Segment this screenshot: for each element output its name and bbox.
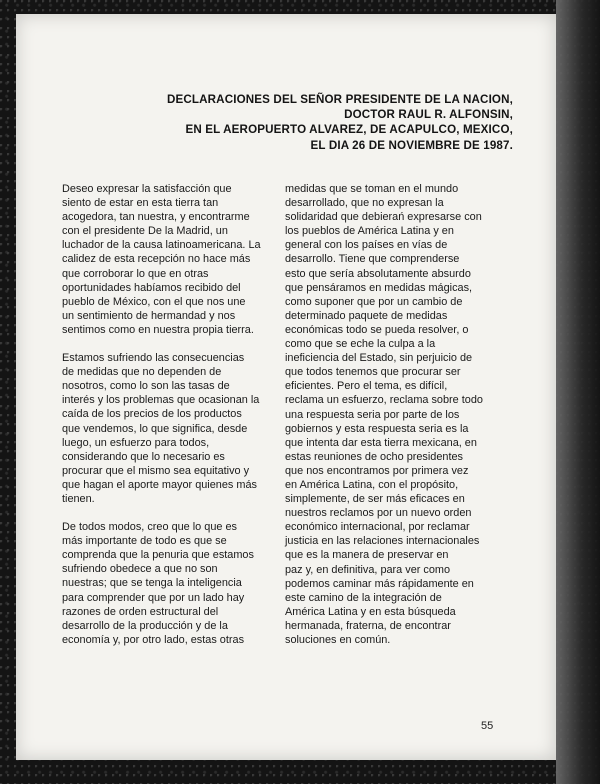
text-line: para comprender que por un lado hay xyxy=(62,591,245,604)
text-line: nuestras; que se tenga la inteligencia xyxy=(62,577,242,590)
text-line: de medidas que no dependen de xyxy=(62,366,222,379)
text-line: procurar que el mismo sea equitativo y xyxy=(62,464,250,477)
text-line: siento de estar en esta tierra tan xyxy=(62,197,219,210)
text-line: los pueblos de América Latina y en xyxy=(285,225,454,238)
text-line: comprenda que la penuria que estamos xyxy=(62,549,254,562)
text-line: desarrollo. Tiene que comprenderse xyxy=(285,253,460,266)
text-line: como que se eche la culpa a la xyxy=(285,338,436,351)
text-line: interés y los problemas que ocasionan la xyxy=(62,394,260,407)
text-line: determinado paquete de medidas xyxy=(285,309,448,322)
text-line: paz y, en definitiva, para ver como xyxy=(285,563,451,576)
text-line: América Latina y en esta búsqueda xyxy=(285,605,456,618)
text-line: sufriendo obedece a que no son xyxy=(62,563,218,576)
text-line: soluciones en común. xyxy=(285,634,391,646)
text-line: tienen. xyxy=(62,492,95,505)
text-line: podemos caminar más rápidamente en xyxy=(285,577,474,590)
text-line: luchador de la causa latinoamericana. La xyxy=(62,239,261,252)
declaration-heading xyxy=(140,92,513,153)
text-line: simplemente, de ser más eficaces en xyxy=(285,493,465,506)
text-line: económico internacional, por reclamar xyxy=(285,521,470,534)
text-line: Estamos sufriendo las consecuencias xyxy=(62,352,245,365)
text-line: oportunidades habíamos recibido del xyxy=(62,281,241,294)
text-line: en América Latina, con el propósito, xyxy=(285,478,459,491)
text-line: este camino de la integración de xyxy=(285,591,442,604)
text-line: ineficiencia del Estado, sin perjuicio de xyxy=(285,352,473,365)
text-line: más importante de todo es que se xyxy=(62,535,227,548)
text-line: luego, un esfuerzo para todos, xyxy=(62,436,210,449)
heading-line: DOCTOR RAUL R. ALFONSIN, xyxy=(344,108,513,122)
text-line: que es la manera de preservar en xyxy=(285,549,449,562)
text-line: considerando que lo necesario es xyxy=(62,450,225,463)
text-line: Deseo expresar la satisfacción que xyxy=(62,183,232,195)
text-line: reclama un esfuerzo, reclama sobre todo xyxy=(285,394,483,407)
text-line: general con los países en vías de xyxy=(285,239,448,252)
text-line: un sentimiento de hermandad y nos xyxy=(62,309,236,322)
text-line: esto que sería absolutamente absurdo xyxy=(285,267,471,280)
text-line: nuestros reclamos por un nuevo orden xyxy=(285,507,472,520)
right-text-column xyxy=(285,182,507,661)
heading-line: EN EL AEROPUERTO ALVAREZ, DE ACAPULCO, MEXICO, xyxy=(185,123,513,137)
text-line: una respuesta seria por parte de los xyxy=(285,408,460,421)
text-line: económicas todo se pueda resolver, o xyxy=(285,323,469,336)
text-line: razones de orden estructural del xyxy=(62,605,219,618)
text-line: gobiernos y esta respuesta seria es la xyxy=(285,422,469,435)
text-line: acogedora, tan nuestra, y encontrarme xyxy=(62,211,250,224)
text-line: que intenta dar esta tierra mexicana, en xyxy=(285,436,477,449)
text-line: pueblo de México, con el que nos une xyxy=(62,295,246,308)
body-paragraph xyxy=(62,520,282,647)
body-paragraph xyxy=(285,182,507,647)
text-line: nosotros, como lo son las tasas de xyxy=(62,380,230,393)
text-line: sentimos como en nuestra propia tierra. xyxy=(62,323,254,336)
page-edge-shadow xyxy=(556,0,600,784)
text-line: economía y, por otro lado, estas otras xyxy=(62,633,245,646)
text-line: medidas que se toman en el mundo xyxy=(285,183,459,195)
left-text-column xyxy=(62,182,282,661)
text-line: que nos encontramos por primera vez xyxy=(285,464,469,477)
heading-line: DECLARACIONES DEL SEÑOR PRESIDENTE DE LA NACION, xyxy=(166,93,513,106)
text-line: solidaridad que debierań expresarse con xyxy=(285,211,482,224)
text-line: estas reuniones de ocho presidentes xyxy=(285,450,463,463)
text-line: que pensáramos en medidas mágicas, xyxy=(285,281,473,294)
text-line: que todos tenemos que procurar ser xyxy=(285,366,461,379)
text-line: calidez de esta recepción no hace más xyxy=(62,253,251,266)
text-line: De todos modos, creo que lo que es xyxy=(62,521,237,534)
text-line: como suponer que por un cambio de xyxy=(285,295,463,308)
text-line: desarrollo de la producción y de la xyxy=(62,619,228,632)
text-line: caída de los precios de los productos xyxy=(62,408,242,421)
text-line: con el presidente De la Madrid, un xyxy=(62,225,228,238)
page-number: 55 xyxy=(481,720,494,732)
text-line: justicia en las relaciones internacionales xyxy=(285,535,480,548)
text-line: eficientes. Pero el tema, es difícil, xyxy=(285,380,448,393)
body-paragraph xyxy=(62,182,282,337)
text-line: que hagan el aporte mayor quienes más xyxy=(62,478,257,491)
text-line: que vendemos, lo que significa, desde xyxy=(62,422,248,435)
body-paragraph xyxy=(62,351,282,506)
text-line: que corroborar lo que en otras xyxy=(62,267,209,280)
text-line: desarrollado, que no expresan la xyxy=(285,197,444,210)
heading-line: EL DIA 26 DE NOVIEMBRE DE 1987. xyxy=(310,138,513,152)
text-line: hermanada, fraterna, de encontrar xyxy=(285,619,451,632)
